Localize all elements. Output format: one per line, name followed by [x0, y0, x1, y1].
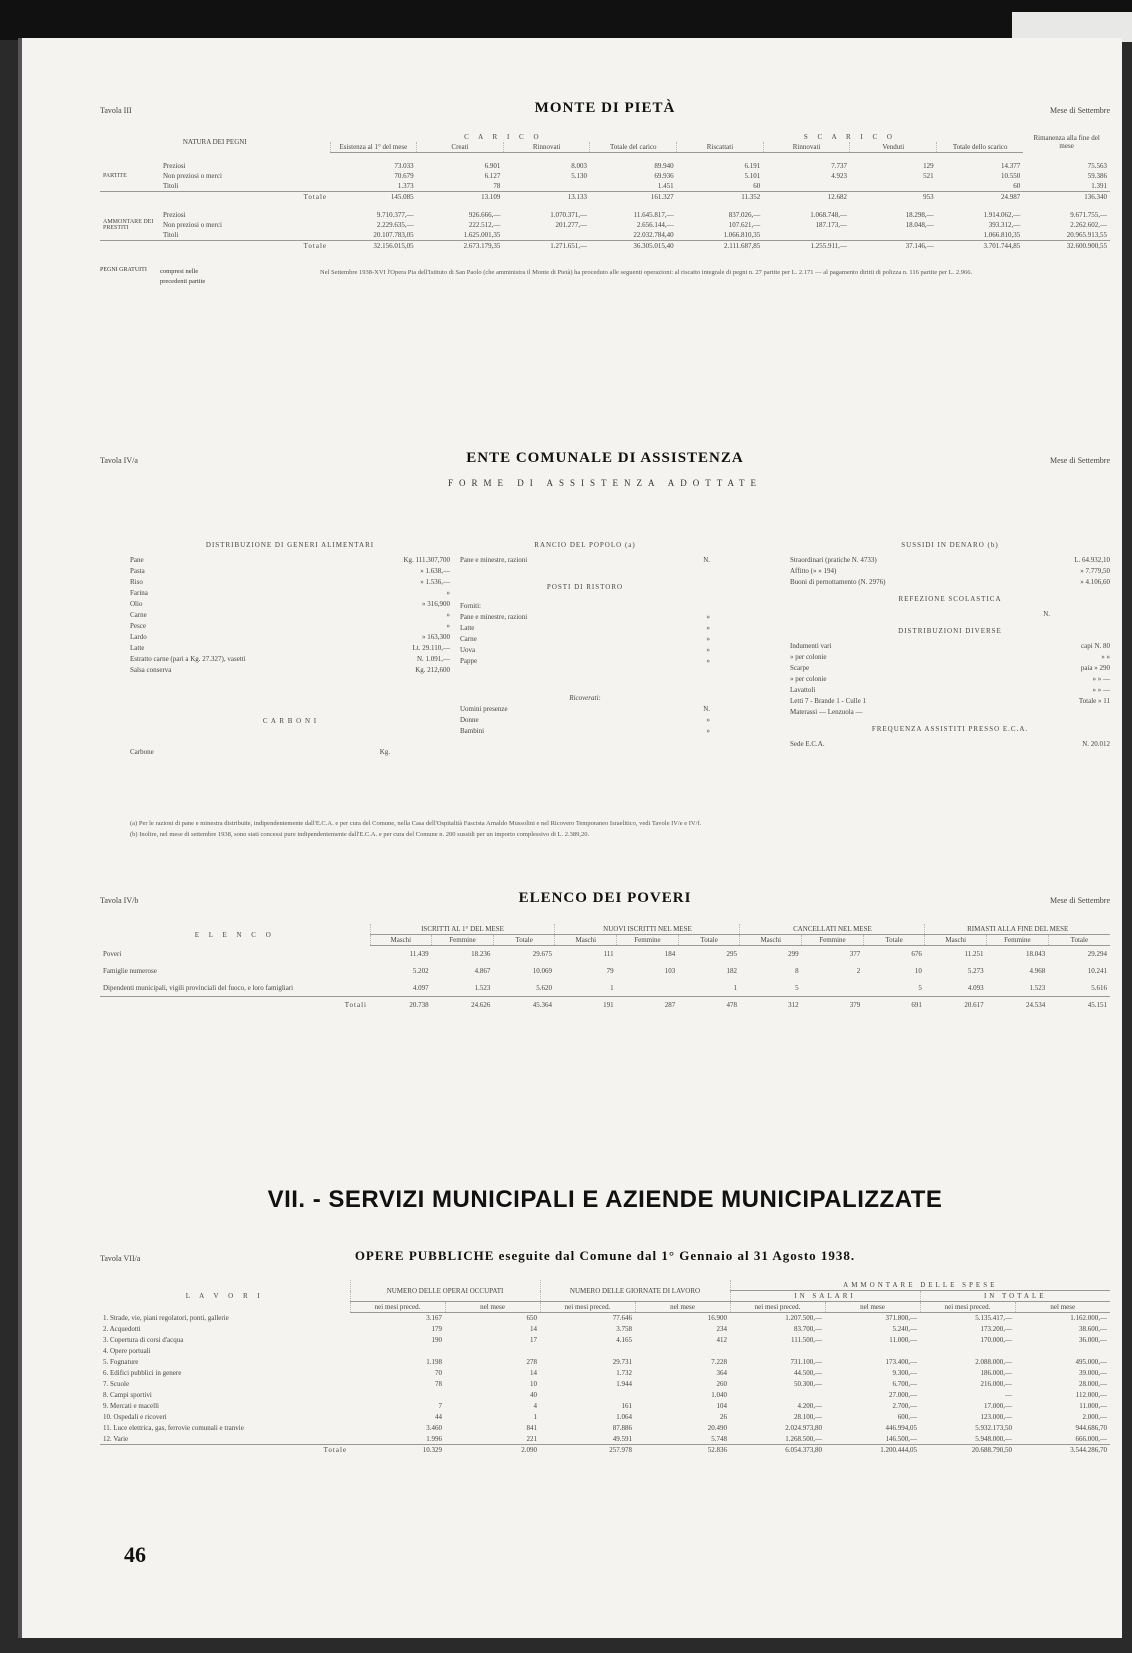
list-item: Latte Lt. 29.110,— — [130, 644, 450, 652]
table-row: Non preziosi o merci 2.229.635,— 222.512,— 201.277,— 2.656.144,— 107.621,— 187.173,— 18.048,— 393.312,— 2.262.602,— — [163, 220, 1107, 229]
table-row: 7. Scuole 78 10 1.944 260 50.300,— 6.700,— 216.000,— 28.000,— — [103, 1380, 1107, 1388]
list-item: Pane e minestre, razioni » — [460, 613, 710, 621]
table-row: 6. Edifici pubblici in genere 70 14 1.732 364 44.500,— 9.300,— 186.000,— 39.000,— — [103, 1369, 1107, 1377]
table-row: 10. Ospedali e ricoveri 44 1 1.064 26 28.100,— 600,— 123.000,— 2.000,— — [103, 1413, 1107, 1421]
rancio-ristoro: RANCIO DEL POPOLO (a) Pane e minestre, razioni N. POSTI DI RISTORO Forniti: Pane e minestre, razioni » Latte » Carne » Uova » Pappe » Ricoverati: Uomini presenze N. Donne » Bambini » — [460, 541, 710, 735]
group-label: AMMONTARE DEI PRESTITI — [103, 218, 154, 231]
col-esistenza: Esistenza al 1° del mese — [330, 142, 417, 153]
page-number: 46 — [124, 1542, 146, 1567]
list-item: Pappe » — [460, 657, 710, 665]
group-scarico: S C A R I C O — [803, 133, 896, 141]
list-item: Buoni di pernottamento (N. 2976) » 4.106,60 — [790, 578, 1110, 586]
tavola-label: Tavola III — [100, 106, 132, 115]
list-item: Farina » — [130, 589, 450, 597]
list-item: Olio » 316,900 — [130, 600, 450, 608]
list-item: Forniti: — [460, 602, 482, 610]
poveri-table: E L E N C O ISCRITTI AL 1° DEL MESE NUOVI ISCRITTI NEL MESE CANCELLATI NEL MESE RIMASTI ALLA FINE DEL MESE Maschi Femmine Totale Maschi Femmine Totale Maschi Femmine Totale Maschi Femmine Totale Poveri 11.439 18.236 29.675 111 184 295 299 377 676 11.251 18.043 29.294 Famiglie numerose 5.202 4.867 10.069 79 103 182 8 2 10 5.273 4.968 10.241 Dipendenti municipali, vigili provinciali del fuoco, e loro famigliari 4.097 1.523 5.620 1 1 5 5 4.093 1.523 5.616 Totali 20.738 24.626 45.364 191 287 478 312 379 691 20.617 24.534 45.151 — [100, 924, 1110, 1014]
list-item: Pesce » — [130, 622, 450, 630]
table-row: PARTITE Preziosi 73.033 6.901 8.003 89.940 6.191 7.737 129 14.377 75.563 — [100, 161, 1110, 171]
opere-table: L A V O R I NUMERO DELLE OPERAI OCCUPATI NUMERO DELLE GIORNATE DI LAVORO AMMONTARE DELLE SPESE IN SALARI IN TOTALE nei mesi preced. nel mese nei mesi preced. nel mese nei mesi preced. nel mese nei mesi preced. nel mese 1. Strade, vie, piani regolatori, ponti, gallerie 3.167 650 77.646 16.900 1.207.500,— 371.800,— 5.135.417,— 1.162.000,— 2. Acquedotti 179 14 3.758 234 83.700,— 5.240,— 173.200,— 38.600,— 3. Copertura di corsi d'acqua 190 17 4.165 412 111.500,— 11.000,— 170.000,— 36.000,— 4. Opere portuali 5. Fognature 1.198 278 29.731 7.228 731.100,— 173.400,— 2.088.000,— 495.000,— 6. Edifici pubblici in genere 70 14 1.732 364 44.500,— 9.300,— 186.000,— 39.000,— 7. Scuole 78 10 1.944 260 50.300,— 6.700,— 216.000,— 28.000,— 8. Campi sportivi 40 1.040 27.000,— — 112.000,— 9. Mercati e macelli 7 4 161 104 4.200,— 2.700,— 17.000,— 11.000,— 10. Ospedali e ricoveri 44 1 1.064 26 28.100,— 600,— 123.000,— 2.000,— 11. Luce elettrica, gas, ferrovie comunali e tranvie 3.460 841 87.886 20.490 2.024.973,80 446.994,05 5.932.173,50 944.686,70 12. Varie 1.996 221 49.591 5.748 1.268.500,— 146.500,— 5.948.000,— 666.000,— Totale 10.329 2.090 257.978 52.836 6.054.373,80 1.200.444,05 20.688.790,50 3.544.286,70 — [100, 1280, 1110, 1456]
table-row: 11. Luce elettrica, gas, ferrovie comunali e tranvie 3.460 841 87.886 20.490 2.024.973,80 446.994,05 5.932.173,50 944.686,70 — [103, 1424, 1107, 1432]
list-item: » per colonie » » — — [790, 675, 1110, 683]
section-monte-di-pieta — [100, 100, 1110, 287]
list-item: Carne » — [460, 635, 710, 643]
section-title: ELENCO DEI POVERI — [518, 890, 692, 906]
section-eca — [100, 450, 1110, 494]
col-natura: NATURA DEI PEGNI — [182, 138, 247, 147]
list-item: Scarpe paia » 290 — [790, 664, 1110, 672]
list-item: » per colonie » » — [790, 653, 1110, 661]
generi-alimentari: DISTRIBUZIONE DI GENERI ALIMENTARI Pane Kg. 111.307,700 Pasta » 1.638,— Riso » 1.536,— Farina » Olio » 316,900 Carne » Pesce » Lardo » 163,300 Latte Lt. 29.110,— Estratto carne (pari a Kg. 27.327), vasetti N. 1.091,— Salsa conserva Kg. 212,600 C A R B O N I Carbone Kg. — [130, 541, 450, 756]
table-row: 12. Varie 1.996 221 49.591 5.748 1.268.500,— 146.500,— 5.948.000,— 666.000,— — [103, 1434, 1107, 1443]
table-row-total: Totale 32.156.015,05 2.673.179,35 1.271.651,— 36.305.015,40 2.111.687,85 1.255.911,— 37.146,— 3.701.744,85 32.600.900,55 — [100, 240, 1110, 251]
table-row: Non preziosi o merci 70.679 6.127 5.130 69.936 5.101 4.923 521 10.550 59.386 — [163, 171, 1107, 180]
col-totale-scarico: Totale dello scarico — [937, 142, 1024, 153]
month-label: Mese di Settembre — [1050, 106, 1110, 115]
col-riscattati: Riscattati — [677, 142, 764, 153]
col-elenco: E L E N C O — [194, 930, 275, 939]
chapter-title: VII. - SERVIZI MUNICIPALI E AZIENDE MUNICIPALIZZATE — [267, 1186, 943, 1213]
list-item: Carne » — [130, 611, 450, 619]
table-row: 3. Copertura di corsi d'acqua 190 17 4.165 412 111.500,— 11.000,— 170.000,— 36.000,— — [103, 1336, 1107, 1344]
table-row: 4. Opere portuali — [103, 1347, 151, 1355]
col-totale-carico: Totale del carico — [590, 142, 677, 153]
list-item: Latte » — [460, 624, 710, 632]
col-creati: Creati — [417, 142, 504, 153]
list-item: Salsa conserva Kg. 212,600 — [130, 666, 450, 674]
table-row: Dipendenti municipali, vigili provinciali del fuoco, e loro famigliari 4.097 1.523 5.620 1 1 5 5 4.093 1.523 5.616 — [103, 983, 1107, 992]
list-item: Letti 7 - Brande 1 - Culle 1 Totale » 11 — [790, 697, 1110, 705]
list-item: Pane Kg. 111.307,700 — [130, 556, 450, 564]
tavola-label: Tavola VII/a — [100, 1254, 141, 1263]
list-item: Straordinari (pratiche N. 4733) L. 64.932,10 — [790, 556, 1110, 564]
table-row: Poveri 11.439 18.236 29.675 111 184 295 299 377 676 11.251 18.043 29.294 — [103, 950, 1107, 959]
list-item: Indumenti vari capi N. 80 — [790, 642, 1110, 650]
list-item: Affitto (» » 194) » 7.779,50 — [790, 567, 1110, 575]
list-item: Materassi — Lenzuola — — [790, 708, 863, 716]
table-row: 8. Campi sportivi 40 1.040 27.000,— — 112.000,— — [103, 1391, 1107, 1399]
table-row-total: Totale 145.085 13.109 13.133 161.327 11.352 12.682 953 24.987 136.340 — [100, 191, 1110, 202]
list-item: Estratto carne (pari a Kg. 27.327), vasetti N. 1.091,— — [130, 655, 450, 663]
list-item: Uova » — [460, 646, 710, 654]
table-row: Titoli 1.373 78 1.451 60 60 1.391 — [163, 181, 1107, 190]
list-item: Bambini » — [460, 727, 710, 735]
section-subtitle: FORME DI ASSISTENZA ADOTTATE — [447, 478, 763, 488]
table-row: AMMONTARE DEI PRESTITI Preziosi 9.710.377,— 926.666,— 1.070.371,— 11.645.817,— 837.026,— 1.068.748,— 18.298,— 1.914.062,— 9.671.755,— — [100, 210, 1110, 220]
list-item: Uomini presenze N. — [460, 705, 710, 713]
table-row-total: Totale 10.329 2.090 257.978 52.836 6.054.373,80 1.200.444,05 20.688.790,50 3.544.286,70 — [100, 1445, 1110, 1456]
col-rinnovati-2: Rinnovati — [763, 142, 850, 153]
month-label: Mese di Settembre — [1050, 896, 1110, 905]
tavola-label: Tavola IV/b — [100, 896, 139, 905]
group-carico: C A R I C O — [464, 133, 543, 141]
table-row: 1. Strade, vie, piani regolatori, ponti, gallerie 3.167 650 77.646 16.900 1.207.500,— 371.800,— 5.135.417,— 1.162.000,— — [103, 1314, 1107, 1323]
group-label: PARTITE — [103, 172, 127, 179]
monte-table — [100, 132, 1110, 251]
col-venduti: Venduti — [850, 142, 937, 153]
month-label: Mese di Settembre — [1050, 456, 1110, 465]
list-item: Riso » 1.536,— — [130, 578, 450, 586]
list-item: Pasta » 1.638,— — [130, 567, 450, 575]
table-row: 5. Fognature 1.198 278 29.731 7.228 731.100,— 173.400,— 2.088.000,— 495.000,— — [103, 1358, 1107, 1366]
scan-top-border — [0, 0, 1132, 40]
table-row: 9. Mercati e macelli 7 4 161 104 4.200,— 2.700,— 17.000,— 11.000,— — [103, 1402, 1107, 1410]
col-rinnovati: Rinnovati — [503, 142, 590, 153]
eca-footnotes: (a) Per le razioni di pane e minestra distribuite, indipendentemente dall'E.C.A. e per cura del Comune, nella Casa dell'Ospitalità Fascista Arnaldo Mussolini e nel Ricovero Temporaneo Israelitico, vedi Tavole IV/e e IV/f. (b) Inoltre, nel mese di settembre 1938, sono stati concessi pure indipendentemente dall'E.C.A. e per cura del Comune n. 200 sussidi per un importo complessivo di L. 2.389,20. — [130, 820, 702, 838]
section-opere-pubbliche — [100, 1248, 1110, 1456]
list-item: Lardo » 163,300 — [130, 633, 450, 641]
section-title: OPERE PUBBLICHE eseguite dal Comune dal 1° Gennaio al 31 Agosto 1938. — [354, 1248, 856, 1263]
table-row: Titoli 20.107.783,05 1.625.001,35 22.032.784,40 1.066.810,35 1.066.810,35 20.965.913,55 — [163, 230, 1107, 239]
tavola-label: Tavola IV/a — [100, 456, 138, 465]
col-rimanenza: Rimanenza alla fine del mese — [1033, 134, 1100, 151]
table-row: Famiglie numerose 5.202 4.867 10.069 79 103 182 8 2 10 5.273 4.968 10.241 — [103, 967, 1107, 975]
pegni-gratuiti-note: PEGNI GRATUITI compresi nelle precedenti partite Nel Settembre 1938-XVI l'Opera Pia dell'Istituto di San Paolo (che amministra il Monte di Pietà) ha proceduto alle seguenti operazioni: al riscatto integrale di pegni n. 27 partite per L. 2.171 — al pagamento diritti di polizza n. 116 partite per L. 2.966. — [100, 266, 973, 285]
section-title: MONTE DI PIETÀ — [534, 100, 676, 116]
table-row: 2. Acquedotti 179 14 3.758 234 83.700,— 5.240,— 173.200,— 38.600,— — [103, 1325, 1107, 1333]
col-lavori: L A V O R I — [185, 1292, 264, 1301]
sussidi-diverse: SUSSIDI IN DENARO (b) Straordinari (pratiche N. 4733) L. 64.932,10 Affitto (» » 194) » 7.779,50 Buoni di pernottamento (N. 2976) » 4.106,60 REFEZIONE SCOLASTICA N. DISTRIBUZIONI DIVERSE Indumenti vari capi N. 80 » per colonie » » Scarpe paia » 290 » per colonie » » — Lavattoli » » — Letti 7 - Brande 1 - Culle 1 Totale » 11 Materassi — Lenzuola — FREQUENZA ASSISTITI PRESSO E.C.A. Sede E.C.A. N. 20.012 — [790, 541, 1110, 748]
section-elenco-poveri — [100, 890, 1110, 1014]
list-item: Lavattoli » » — — [790, 686, 1110, 694]
section-title: ENTE COMUNALE DI ASSISTENZA — [466, 450, 744, 466]
table-row-total: Totali 20.738 24.626 45.364 191 287 478 312 379 691 20.617 24.534 45.151 — [100, 997, 1110, 1014]
list-item: Donne » — [460, 716, 710, 724]
